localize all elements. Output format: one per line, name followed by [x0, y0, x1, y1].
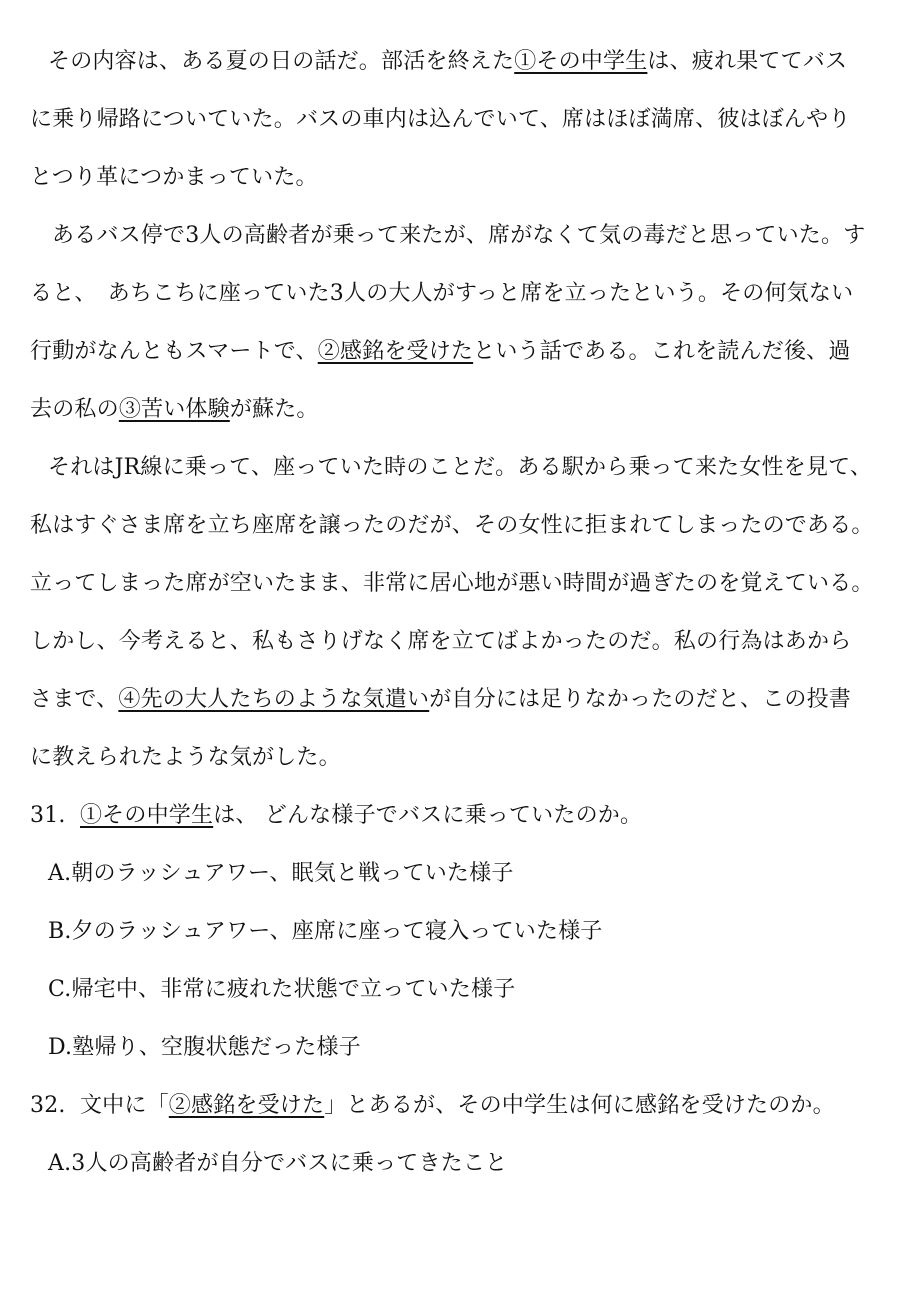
answer-option-c[interactable]: C.帰宅中、非常に疲れた状態で立っていた様子	[48, 977, 516, 1002]
text-span: が自分には足りなかったのだと、この投書	[429, 687, 851, 712]
text-span: は、 どんな様子でバスに乗っていたのか。	[213, 803, 643, 828]
passage-line: あるバス停で3人の高齢者が乗って来たが、席がなくて気の毒だと思っていた。す	[52, 223, 866, 248]
answer-option-d[interactable]: D.塾帰り、空腹状態だった様子	[48, 1035, 361, 1060]
text-span: という話である。これを読んだ後、過	[473, 339, 851, 364]
question-number: 32.	[30, 1093, 66, 1118]
answer-option-a[interactable]: A.3人の高齢者が自分でバスに乗ってきたこと	[48, 1151, 508, 1176]
underlined-phrase: ②感銘を受けた	[168, 1093, 325, 1118]
passage-line: それはJR線に乗って、座っていた時のことだ。ある駅から乗って来た女性を見て、	[48, 455, 873, 480]
passage-line: ると、 あちこちに座っていた3人の大人がすっと席を立ったという。その何気ない	[30, 281, 854, 306]
passage-line	[30, 685, 880, 715]
text-span: 文中に「	[79, 1093, 169, 1118]
text-span: は、疲れ果ててバス	[647, 49, 848, 74]
underlined-phrase: ④先の大人たちのような気遣い	[118, 687, 430, 712]
text-span: さまで、	[30, 687, 119, 712]
passage-line	[30, 337, 880, 367]
passage-line: とつり革につかまっていた。	[30, 165, 318, 190]
passage-line: 私はすぐさま席を立ち座席を譲ったのだが、その女性に拒まれてしまったのである。	[30, 513, 874, 538]
question-stem	[30, 801, 880, 831]
passage-line: に乗り帰路についていた。バスの車内は込んでいて、席はほぼ満席、彼はぼんやり	[30, 107, 851, 132]
text-span: その内容は、ある夏の日の話だ。部活を終えた	[48, 49, 515, 74]
question-stem	[30, 1091, 880, 1121]
passage-line: 立ってしまった席が空いたまま、非常に居心地が悪い時間が過ぎたのを覚えている。	[30, 571, 874, 596]
underlined-phrase: ①その中学生	[514, 49, 648, 74]
underlined-phrase: ③苦い体験	[118, 397, 230, 422]
passage-line: しかし、今考えると、私もさりげなく席を立てばよかったのだ。私の行為はあから	[30, 629, 852, 654]
text-span: 行動がなんともスマートで、	[30, 339, 318, 364]
answer-option-a[interactable]: A.朝のラッシュアワー、眠気と戦っていた様子	[48, 861, 514, 886]
text-span: が蘇た。	[229, 397, 319, 422]
passage-line: に教えられたような気がした。	[30, 745, 341, 770]
underlined-phrase: ①その中学生	[79, 803, 214, 828]
text-span: 」とあるが、その中学生は何に感銘を受けたのか。	[324, 1093, 835, 1118]
passage-line	[30, 395, 880, 425]
answer-option-b[interactable]: B.夕のラッシュアワー、座席に座って寝入っていた様子	[48, 919, 603, 944]
text-span: 去の私の	[30, 397, 119, 422]
passage-line	[30, 47, 898, 77]
underlined-phrase: ②感銘を受けた	[317, 339, 474, 364]
question-number: 31.	[30, 803, 66, 828]
